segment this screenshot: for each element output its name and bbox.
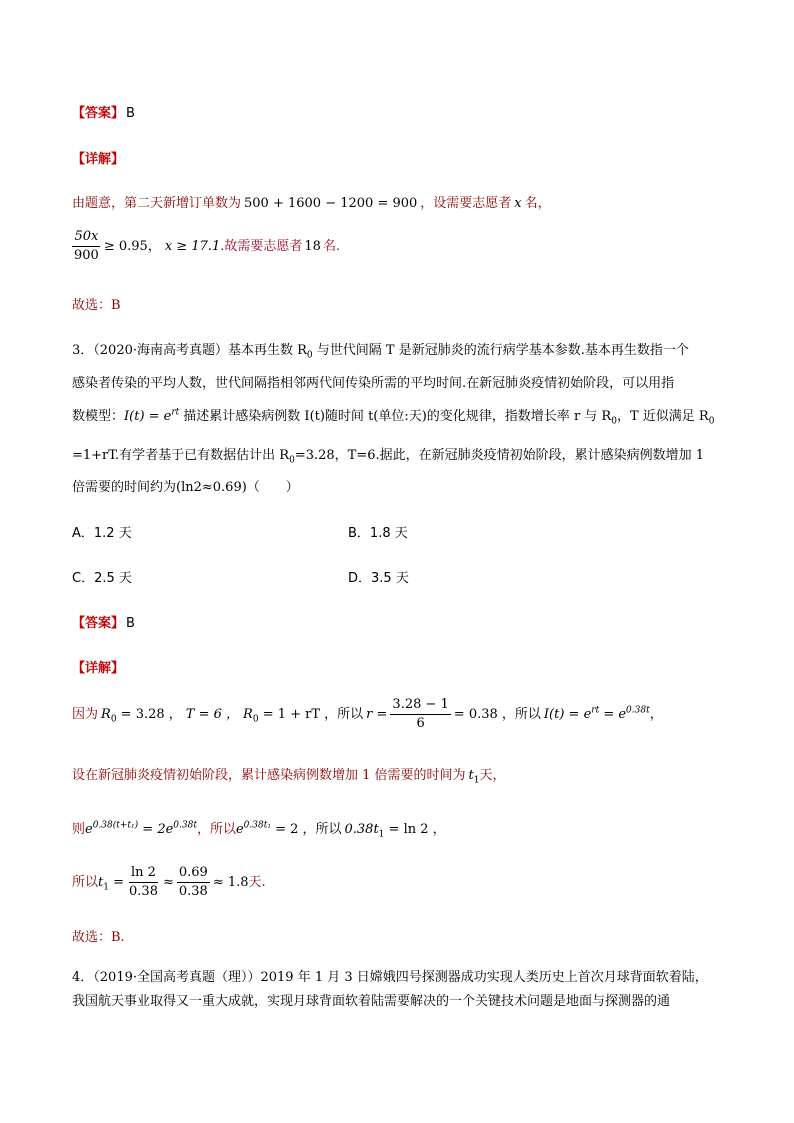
q3-line-4: =1+rT.有学者基于已有数据估计出 $R_0=3.28$，T=6.据此，在新冠肺炎疫情初始阶段，累计感染病例数增加 1	[72, 448, 705, 466]
answer-label: 【答案】	[72, 106, 125, 121]
solution-line-2: $\frac{50x}{900}$ ≥ 0.95， x ≥ 17.1.故需要志愿者 18 名.	[74, 229, 341, 263]
option-c[interactable]: C．2.5 天	[72, 571, 132, 586]
answer-value: B	[126, 616, 135, 631]
option-d[interactable]: D．3.5 天	[348, 571, 409, 586]
q3-line-1: 3．（2020·海南高考真题）基本再生数 $R_0$ 与世代间隔 T 是新冠肺炎的流行病学基本参数.基本再生数指一个	[72, 343, 689, 361]
solution2-line-1: 因为 $R_0 = 3.28$ ， T = 6 ， $R_0 = 1$ + rT ，所以 r = $\frac{3.28 - 1}{6}$ = 0.38 ，所以 $I(t) = e^{rt} = e^{0.38t}$，	[72, 697, 663, 731]
choice-line-1: 故选：B	[72, 298, 121, 313]
choice-line-2: 故选：B.	[72, 930, 125, 945]
fraction: $\frac{50x}{900}$	[74, 229, 99, 263]
detail-heading-1: 【详解】	[72, 152, 125, 167]
option-a[interactable]: A．1.2 天	[72, 526, 132, 541]
solution2-line-2: 设在新冠肺炎疫情初始阶段，累计感染病例数增加 1 倍需要的时间为 $t_1$天，	[72, 768, 506, 786]
fraction: $\frac{3.28 - 1}{6}$	[392, 697, 449, 731]
solution-line-1: 由题意，第二天新增订单数为 500 + 1600 − 1200 = 900 ，设需要志愿者 x 名，	[72, 196, 551, 211]
answer-value: B	[126, 106, 135, 121]
math-expr: 500 + 1600 − 1200 = 900	[244, 196, 418, 211]
answer-heading-1	[72, 102, 135, 121]
q3-line-3: 数模型：$I(t) = e^{rt}$ 描述累计感染病例数 I(t)随时间 t(单位:天)的变化规律，指数增长率 r 与 $R_0$，T 近似满足 $R_0$	[72, 407, 715, 427]
q3-line-5: 倍需要的时间约为(ln2≈0.69)（ ）	[72, 480, 299, 495]
answer-heading-2	[72, 612, 135, 631]
detail-heading-2: 【详解】	[72, 661, 125, 676]
q4-line-1: 4．（2019·全国高考真题（理））2019 年 1 月 3 日嫦娥四号探测器成功实现人类历史上首次月球背面软着陆，	[72, 970, 708, 985]
answer-label: 【答案】	[72, 616, 125, 631]
fraction: $\frac{\ln 2}{0.38}$	[129, 865, 158, 899]
solution2-line-4: 所以$t_1$ = $\frac{\ln 2}{0.38}$ ≈ $\frac{0.69}{0.38}$ ≈ 1.8天.	[72, 865, 266, 899]
q3-line-2: 感染者传染的平均人数，世代间隔指相邻两代间传染所需的平均时间.在新冠肺炎疫情初始阶段，可以用指	[72, 376, 675, 391]
option-b[interactable]: B．1.8 天	[348, 526, 408, 541]
fraction: $\frac{0.69}{0.38}$	[178, 865, 208, 899]
solution2-line-3: 则$e^{0.38(t+t_1)} = 2e^{0.38t}$，所以$e^{0.38t_1} = 2$ ，所以 $0.38t_1 = \ln 2$ ，	[72, 820, 446, 840]
q4-line-2: 我国航天事业取得又一重大成就，实现月球背面软着陆需要解决的一个关键技术问题是地面与探测器的通	[72, 994, 671, 1009]
